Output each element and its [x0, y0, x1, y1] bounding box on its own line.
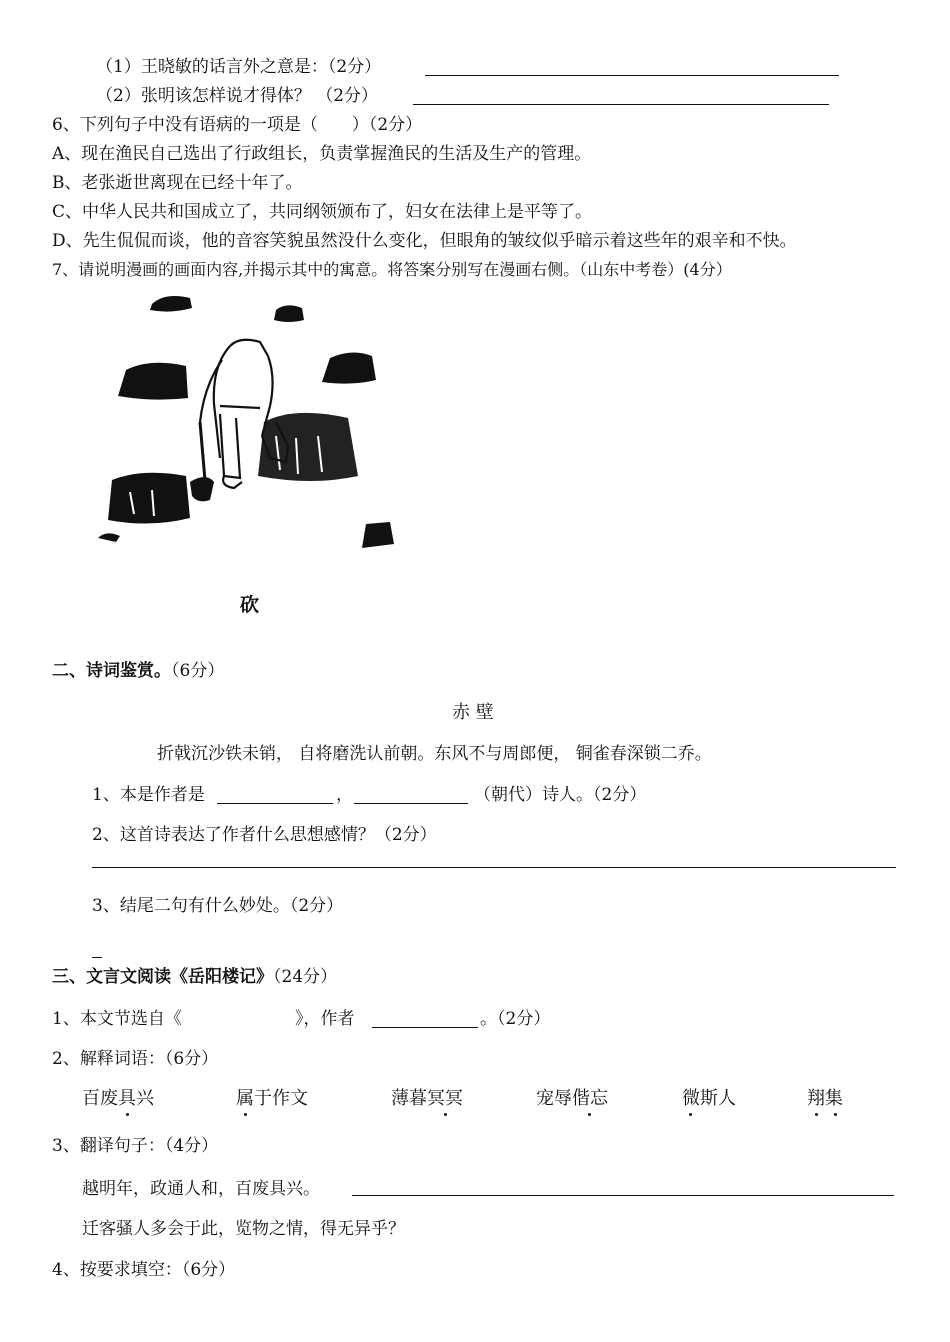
- s3-q1-part-c: 。（2分）: [480, 1009, 551, 1029]
- emphasis-dot: [126, 1113, 129, 1116]
- translate-sentence-1: 越明年，政通人和，百废具兴。: [82, 1179, 320, 1199]
- emphasis-dot: [588, 1113, 591, 1116]
- s2-q3-answer-mark[interactable]: [92, 957, 102, 958]
- stump-left: [118, 363, 188, 400]
- term-2: 属于作文: [236, 1088, 308, 1109]
- q5-sub2: （2）张明该怎样说才得体？ （2分）: [96, 86, 379, 106]
- emphasis-dot: [444, 1113, 447, 1116]
- section3-heading-title: 三、文言文阅读《岳阳楼记》: [52, 967, 273, 987]
- q6-option-c: C、中华人民共和国成立了，共同纲领颁布了，妇女在法律上是平等了。: [52, 202, 593, 222]
- stump-bottom-left: [108, 473, 190, 524]
- s2-q1-part-b: ，: [336, 785, 353, 805]
- s2-q1-part-c: （朝代）诗人。（2分）: [474, 785, 647, 805]
- section2-heading: [52, 660, 224, 682]
- term-5: 微斯人: [682, 1088, 736, 1109]
- term-1: 百废具兴: [82, 1088, 154, 1109]
- cartoon-image: [90, 286, 410, 556]
- emphasis-dot: [815, 1113, 818, 1116]
- axe-head: [190, 477, 214, 501]
- term-3: 薄暮冥冥: [391, 1088, 463, 1109]
- debris-left: [98, 533, 120, 542]
- q6-option-d: D、先生侃侃而谈，他的音容笑貌虽然没什么变化，但眼角的皱纹似乎暗示着这些年的艰辛和不快。: [52, 231, 797, 251]
- emphasis-dot: [689, 1113, 692, 1116]
- stump-right: [322, 352, 376, 383]
- emphasis-dot: [834, 1113, 837, 1116]
- s3-q2: 2、解释词语：（6分）: [52, 1049, 219, 1069]
- s2-q1-author-line[interactable]: [217, 803, 333, 804]
- s3-q1-author-line[interactable]: [372, 1027, 478, 1028]
- s2-q3: 3、结尾二句有什么妙处。（2分）: [92, 896, 344, 916]
- s2-q1-part-a: 1、本是作者是: [92, 785, 205, 805]
- section2-heading-title: 二、诗词鉴赏。: [52, 661, 171, 681]
- s3-q4: 4、按要求填空：（6分）: [52, 1260, 236, 1280]
- term-4: 宠辱偕忘: [536, 1088, 608, 1109]
- s3-q1-part-a: 1、本文节选自《: [52, 1009, 182, 1029]
- translate-sentence-2: 迁客骚人多会于此，览物之情，得无异乎？: [82, 1219, 405, 1239]
- q6-option-b: B、老张逝世离现在已经十年了。: [52, 173, 303, 193]
- poem-title: 赤 壁: [452, 702, 494, 723]
- q5-sub1-answer-line[interactable]: [425, 75, 839, 76]
- q7-stem: 7、请说明漫画的画面内容,并揭示其中的寓意。将答案分别写在漫画右侧。（山东中考卷）(4分）: [52, 260, 732, 279]
- translate-sentence-1-answer-line[interactable]: [352, 1195, 894, 1196]
- term-6: 翔集: [807, 1088, 843, 1109]
- q5-sub1: （1）王晓敏的话言外之意是：（2分）: [96, 57, 382, 77]
- emphasis-dot: [244, 1113, 247, 1116]
- stump-top-left: [150, 296, 192, 312]
- s2-q1-dynasty-line[interactable]: [354, 803, 468, 804]
- debris-right: [362, 522, 394, 548]
- section3-heading-score: （24分）: [273, 967, 338, 987]
- q6-option-a: A、现在渔民自己选出了行政组长，负责掌握渔民的生活及生产的管理。: [52, 144, 592, 164]
- stump-center: [258, 413, 358, 481]
- section3-heading: [52, 966, 337, 988]
- poem-text: 折戟沉沙铁未销， 自将磨洗认前朝。东风不与周郎便， 铜雀春深锁二乔。: [157, 744, 712, 764]
- cartoon-caption: 砍: [240, 594, 260, 616]
- q5-sub2-answer-line[interactable]: [413, 104, 829, 105]
- s2-q2: 2、这首诗表达了作者什么思想感情？（2分）: [92, 825, 437, 845]
- section2-heading-score: （6分）: [171, 661, 225, 681]
- s2-q2-answer-line[interactable]: [92, 867, 896, 868]
- q6-stem: 6、下列句子中没有语病的一项是（ ）（2分）: [52, 115, 423, 135]
- s3-q1-part-b: 》，作者: [295, 1009, 355, 1029]
- stump-top-right: [274, 305, 304, 322]
- s3-q3: 3、翻译句子：（4分）: [52, 1136, 219, 1156]
